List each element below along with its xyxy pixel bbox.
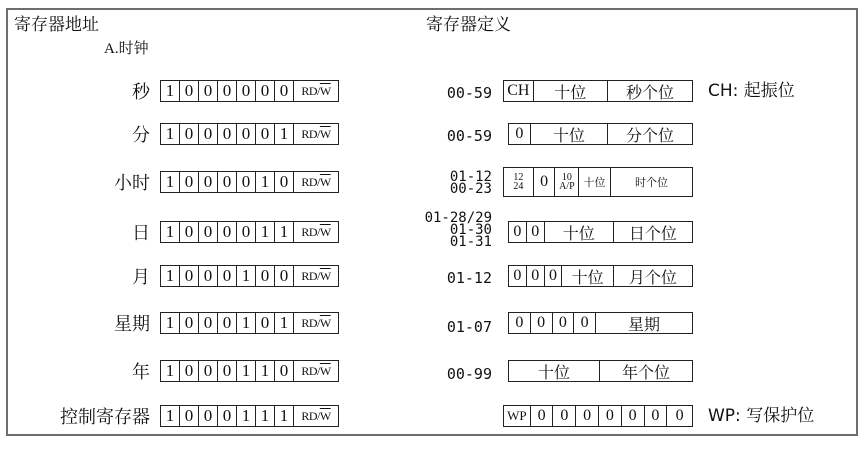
def-cell: 十位: [531, 124, 608, 144]
bit-cell: 0: [199, 124, 218, 144]
range-line: 01-28/29: [424, 210, 492, 226]
bit-cell: 0: [180, 361, 199, 381]
bit-cell: 0: [180, 222, 199, 242]
def-cell: 日个位: [628, 223, 677, 243]
def-cell: 0: [545, 266, 563, 286]
bit-cell: 1: [275, 313, 294, 333]
bit-cell: 0: [237, 124, 256, 144]
note-wp: WP: 写保护位: [708, 406, 815, 426]
definition-header: 寄存器定义: [426, 15, 511, 35]
def-cell: 0: [509, 222, 527, 242]
bit-cell: 0: [256, 313, 275, 333]
def-cell: 0: [531, 406, 554, 426]
bit-cell: 1: [275, 406, 294, 426]
rw-cell: RD / $\overline{W}$: [301, 408, 331, 423]
bit-cell: 1: [161, 266, 180, 286]
bit-cell: 0: [199, 313, 218, 333]
def-cell: CH: [504, 81, 534, 101]
def-cell: 年个位: [622, 362, 671, 382]
bit-cell: 0: [256, 266, 275, 286]
def-cell: 0: [527, 266, 545, 286]
address-bits-control: [160, 405, 339, 427]
bit-cell: 1: [237, 266, 256, 286]
bit-cell: 0: [180, 172, 199, 192]
bit-cell: 0: [218, 81, 237, 101]
def-cell: 分个位: [625, 125, 674, 145]
bit-cell: 0: [199, 222, 218, 242]
register-label-second: 秒: [132, 82, 150, 103]
range-date: [402, 212, 492, 248]
bit-cell: 0: [237, 172, 256, 192]
definition-date: [508, 221, 693, 243]
range-weekday: 01-07: [446, 318, 492, 336]
rw-cell: RD / $\overline{W}$: [301, 363, 331, 378]
bit-cell: 1: [256, 406, 275, 426]
def-cell: 0: [509, 124, 531, 144]
bit-cell: 0: [275, 361, 294, 381]
def-cell: 0: [509, 266, 527, 286]
bit-cell: 1: [161, 124, 180, 144]
def-cell: 秒个位: [625, 82, 674, 102]
address-header: 寄存器地址: [14, 15, 99, 35]
range-line: 01-31: [449, 234, 492, 250]
def-cell: 时个位: [634, 176, 668, 189]
bit-cell: 0: [180, 124, 199, 144]
def-cell: 0: [599, 406, 622, 426]
range-month: 01-12: [446, 269, 492, 287]
definition-year: [508, 360, 693, 382]
bit-cell: 0: [180, 266, 199, 286]
rw-cell: RD / $\overline{W}$: [301, 174, 331, 189]
range-line: 01-12: [449, 169, 492, 185]
register-label-date: 日: [132, 223, 150, 244]
address-bits-weekday: [160, 312, 339, 334]
register-label-month: 月: [132, 267, 150, 288]
bit-cell: 1: [237, 406, 256, 426]
definition-second: [503, 80, 693, 102]
def-cell: 0: [576, 406, 599, 426]
def-cell: 0: [534, 168, 556, 196]
def-cell-12-24: 12 24: [504, 168, 534, 196]
range-second: 00-59: [446, 84, 492, 102]
range-line: 01-30: [449, 222, 492, 238]
address-bits-second: [160, 80, 339, 102]
definition-month: [508, 265, 693, 287]
bit-cell: 0: [237, 81, 256, 101]
bit-cell: 1: [161, 361, 180, 381]
bit-cell: 0: [275, 172, 294, 192]
bit-cell: 1: [256, 361, 275, 381]
register-label-control: 控制寄存器: [60, 407, 150, 428]
definition-weekday: [508, 312, 693, 334]
def-cell: 十位: [545, 222, 614, 242]
address-bits-year: [160, 360, 339, 382]
range-minute: 00-59: [446, 127, 492, 145]
rw-cell: RD / $\overline{W}$: [301, 224, 331, 239]
bit-cell: 0: [218, 172, 237, 192]
bit-cell: 0: [199, 266, 218, 286]
bit-cell: 0: [218, 406, 237, 426]
bit-cell: 0: [180, 406, 199, 426]
bit-cell: 0: [256, 124, 275, 144]
bit-cell: 0: [256, 81, 275, 101]
bit-cell: 0: [199, 81, 218, 101]
bit-cell: 1: [256, 222, 275, 242]
address-bits-minute: [160, 123, 339, 145]
bit-cell: 0: [275, 81, 294, 101]
bit-cell: 0: [180, 313, 199, 333]
def-cell: 0: [675, 407, 684, 424]
bit-cell: 0: [180, 81, 199, 101]
register-label-minute: 分: [132, 125, 150, 146]
bit-cell: 0: [199, 406, 218, 426]
rw-cell: RD / $\overline{W}$: [301, 126, 331, 141]
rw-cell: RD / $\overline{W}$: [301, 268, 331, 283]
address-bits-date: [160, 221, 339, 243]
register-label-weekday: 星期: [114, 314, 150, 335]
def-cell: 十位: [509, 361, 600, 381]
def-cell: 0: [553, 313, 575, 333]
definition-minute: [508, 123, 693, 145]
note-ch: CH: 起振位: [708, 81, 795, 101]
register-label-hour: 小时: [114, 173, 150, 194]
definition-hour: [503, 167, 693, 197]
def-cell: 月个位: [628, 267, 677, 287]
bit-cell: 1: [237, 313, 256, 333]
def-cell: WP: [504, 406, 531, 426]
bit-cell: 0: [218, 222, 237, 242]
def-cell: 0: [509, 313, 531, 333]
bit-cell: 1: [275, 124, 294, 144]
def-cell: 十位: [562, 266, 613, 286]
range-year: 00-99: [446, 365, 492, 383]
bit-cell: 1: [161, 81, 180, 101]
def-cell: 十位: [579, 168, 611, 196]
bit-cell: 0: [275, 266, 294, 286]
def-cell: 0: [531, 313, 553, 333]
def-cell: 0: [553, 406, 576, 426]
def-cell-10-ap: 10 A/P: [555, 168, 579, 196]
bit-cell: 1: [256, 172, 275, 192]
def-cell: 0: [622, 406, 645, 426]
bit-cell: 0: [218, 361, 237, 381]
def-cell: 0: [574, 313, 596, 333]
bit-cell: 1: [161, 406, 180, 426]
definition-control: [503, 405, 693, 427]
address-bits-month: [160, 265, 339, 287]
bit-cell: 1: [161, 313, 180, 333]
rw-cell: RD / $\overline{W}$: [301, 83, 331, 98]
rw-cell: RD / $\overline{W}$: [301, 315, 331, 330]
range-hour: [402, 171, 492, 195]
address-bits-hour: [160, 171, 339, 193]
register-label-year: 年: [132, 362, 150, 383]
bit-cell: 0: [199, 361, 218, 381]
bit-cell: 0: [218, 124, 237, 144]
def-cell: 0: [645, 406, 668, 426]
bit-cell: 0: [199, 172, 218, 192]
def-cell: 十位: [534, 81, 608, 101]
bit-cell: 1: [275, 222, 294, 242]
bit-cell: 1: [237, 361, 256, 381]
bit-cell: 0: [237, 222, 256, 242]
def-cell: 星期: [628, 314, 661, 334]
clock-subheader: A.时钟: [104, 41, 149, 57]
def-cell: 0: [527, 222, 545, 242]
bit-cell: 1: [161, 222, 180, 242]
bit-cell: 1: [161, 172, 180, 192]
bit-cell: 0: [218, 266, 237, 286]
bit-cell: 0: [218, 313, 237, 333]
range-line: 00-23: [449, 181, 492, 197]
